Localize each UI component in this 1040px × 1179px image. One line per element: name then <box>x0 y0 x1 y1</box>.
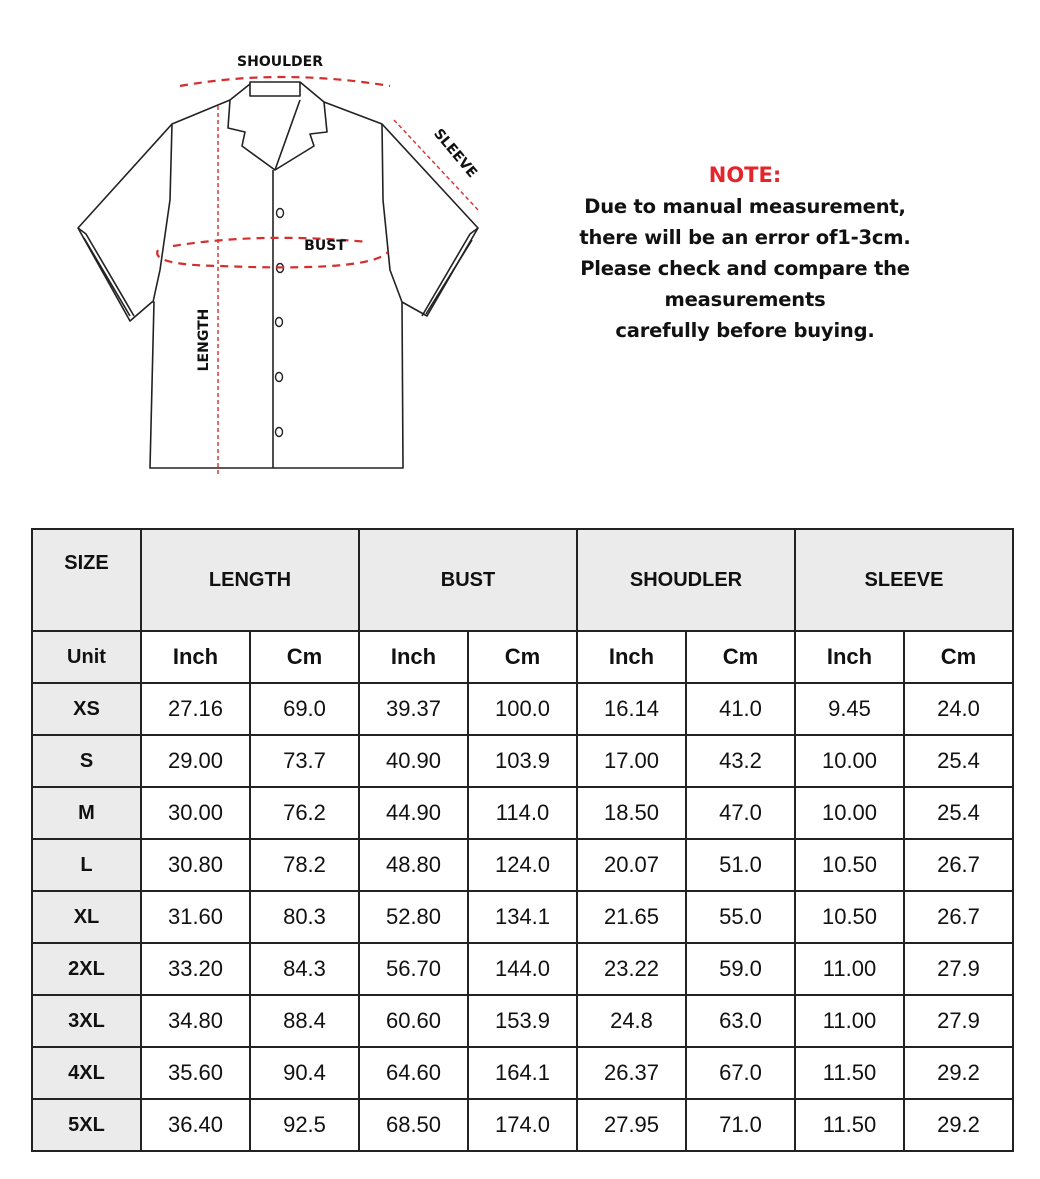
measurement-cell: 55.0 <box>686 891 795 943</box>
size-cell: 4XL <box>32 1047 141 1099</box>
table-row <box>32 1047 1013 1099</box>
measurement-cell: 24.8 <box>577 995 686 1047</box>
measurement-cell: 114.0 <box>468 787 577 839</box>
measurement-cell: 9.45 <box>795 683 904 735</box>
bust-header: BUST <box>359 529 577 631</box>
shirt-measurement-diagram <box>60 40 500 480</box>
measurement-cell: 80.3 <box>250 891 359 943</box>
note-line: Due to manual measurement, <box>584 195 906 218</box>
unit-cell: Cm <box>686 631 795 683</box>
measurement-cell: 27.95 <box>577 1099 686 1151</box>
measurement-cell: 73.7 <box>250 735 359 787</box>
measurement-cell: 68.50 <box>359 1099 468 1151</box>
measurement-cell: 84.3 <box>250 943 359 995</box>
measurement-cell: 16.14 <box>577 683 686 735</box>
table-row <box>32 735 1013 787</box>
sleeve-header: SLEEVE <box>795 529 1013 631</box>
unit-cell: Inch <box>795 631 904 683</box>
measurement-cell: 134.1 <box>468 891 577 943</box>
measurement-cell: 25.4 <box>904 735 1013 787</box>
measurement-cell: 35.60 <box>141 1047 250 1099</box>
size-header: SIZE <box>32 529 141 631</box>
measurement-cell: 27.9 <box>904 943 1013 995</box>
measurement-cell: 29.00 <box>141 735 250 787</box>
measurement-cell: 103.9 <box>468 735 577 787</box>
length-label: LENGTH <box>196 308 212 372</box>
size-cell: L <box>32 839 141 891</box>
unit-cell: Cm <box>250 631 359 683</box>
measurement-cell: 20.07 <box>577 839 686 891</box>
measurement-cell: 11.00 <box>795 943 904 995</box>
unit-cell: Inch <box>359 631 468 683</box>
measurement-cell: 59.0 <box>686 943 795 995</box>
sleeve-label: SLEEVE <box>430 125 481 181</box>
measurement-cell: 39.37 <box>359 683 468 735</box>
measurement-cell: 25.4 <box>904 787 1013 839</box>
note-title: NOTE: <box>708 163 782 187</box>
size-cell: M <box>32 787 141 839</box>
measurement-cell: 17.00 <box>577 735 686 787</box>
measurement-cell: 48.80 <box>359 839 468 891</box>
size-cell: 2XL <box>32 943 141 995</box>
group-header-row <box>32 529 1013 631</box>
table-row <box>32 943 1013 995</box>
measurement-cell: 29.2 <box>904 1047 1013 1099</box>
measurement-cell: 100.0 <box>468 683 577 735</box>
size-chart-table <box>31 528 1014 1152</box>
table-row <box>32 839 1013 891</box>
measurement-cell: 27.16 <box>141 683 250 735</box>
measurement-cell: 29.2 <box>904 1099 1013 1151</box>
measurement-cell: 78.2 <box>250 839 359 891</box>
measurement-cell: 60.60 <box>359 995 468 1047</box>
measurement-cell: 56.70 <box>359 943 468 995</box>
measurement-cell: 144.0 <box>468 943 577 995</box>
measurement-cell: 11.50 <box>795 1099 904 1151</box>
measurement-cell: 10.00 <box>795 735 904 787</box>
note-line: there will be an error of1-3cm. <box>579 226 911 249</box>
measurement-cell: 40.90 <box>359 735 468 787</box>
measurement-cell: 174.0 <box>468 1099 577 1151</box>
measurement-cell: 31.60 <box>141 891 250 943</box>
measurement-cell: 88.4 <box>250 995 359 1047</box>
measurement-cell: 71.0 <box>686 1099 795 1151</box>
measurement-cell: 34.80 <box>141 995 250 1047</box>
measurement-cell: 63.0 <box>686 995 795 1047</box>
unit-label: Unit <box>32 631 141 683</box>
note-line: Please check and compare the measurements <box>580 257 910 311</box>
table-row <box>32 1099 1013 1151</box>
measurement-cell: 164.1 <box>468 1047 577 1099</box>
size-cell: 5XL <box>32 1099 141 1151</box>
size-cell: XL <box>32 891 141 943</box>
note-line: carefully before buying. <box>615 319 875 342</box>
measurement-cell: 51.0 <box>686 839 795 891</box>
size-cell: S <box>32 735 141 787</box>
measurement-cell: 30.80 <box>141 839 250 891</box>
measurement-cell: 52.80 <box>359 891 468 943</box>
shirt-icon <box>60 40 500 480</box>
measurement-note <box>500 160 990 346</box>
unit-row <box>32 631 1013 683</box>
measurement-cell: 33.20 <box>141 943 250 995</box>
measurement-cell: 41.0 <box>686 683 795 735</box>
measurement-cell: 67.0 <box>686 1047 795 1099</box>
measurement-cell: 10.50 <box>795 839 904 891</box>
measurement-cell: 44.90 <box>359 787 468 839</box>
unit-cell: Inch <box>577 631 686 683</box>
measurement-cell: 11.00 <box>795 995 904 1047</box>
measurement-cell: 64.60 <box>359 1047 468 1099</box>
table-row <box>32 891 1013 943</box>
measurement-cell: 76.2 <box>250 787 359 839</box>
measurement-cell: 18.50 <box>577 787 686 839</box>
measurement-cell: 124.0 <box>468 839 577 891</box>
measurement-cell: 47.0 <box>686 787 795 839</box>
measurement-cell: 26.7 <box>904 839 1013 891</box>
table-row <box>32 683 1013 735</box>
shoulder-header: SHOUDLER <box>577 529 795 631</box>
unit-cell: Cm <box>468 631 577 683</box>
measurement-cell: 92.5 <box>250 1099 359 1151</box>
measurement-cell: 26.7 <box>904 891 1013 943</box>
measurement-cell: 10.00 <box>795 787 904 839</box>
bust-label: BUST <box>304 238 346 254</box>
measurement-cell: 26.37 <box>577 1047 686 1099</box>
table-row <box>32 995 1013 1047</box>
length-header: LENGTH <box>141 529 359 631</box>
shoulder-label: SHOULDER <box>237 54 323 70</box>
measurement-cell: 153.9 <box>468 995 577 1047</box>
measurement-cell: 90.4 <box>250 1047 359 1099</box>
measurement-cell: 30.00 <box>141 787 250 839</box>
unit-cell: Cm <box>904 631 1013 683</box>
size-cell: XS <box>32 683 141 735</box>
measurement-cell: 10.50 <box>795 891 904 943</box>
measurement-cell: 21.65 <box>577 891 686 943</box>
measurement-cell: 24.0 <box>904 683 1013 735</box>
unit-cell: Inch <box>141 631 250 683</box>
measurement-cell: 27.9 <box>904 995 1013 1047</box>
table-row <box>32 787 1013 839</box>
measurement-cell: 23.22 <box>577 943 686 995</box>
measurement-cell: 69.0 <box>250 683 359 735</box>
measurement-cell: 36.40 <box>141 1099 250 1151</box>
measurement-cell: 11.50 <box>795 1047 904 1099</box>
size-cell: 3XL <box>32 995 141 1047</box>
measurement-cell: 43.2 <box>686 735 795 787</box>
